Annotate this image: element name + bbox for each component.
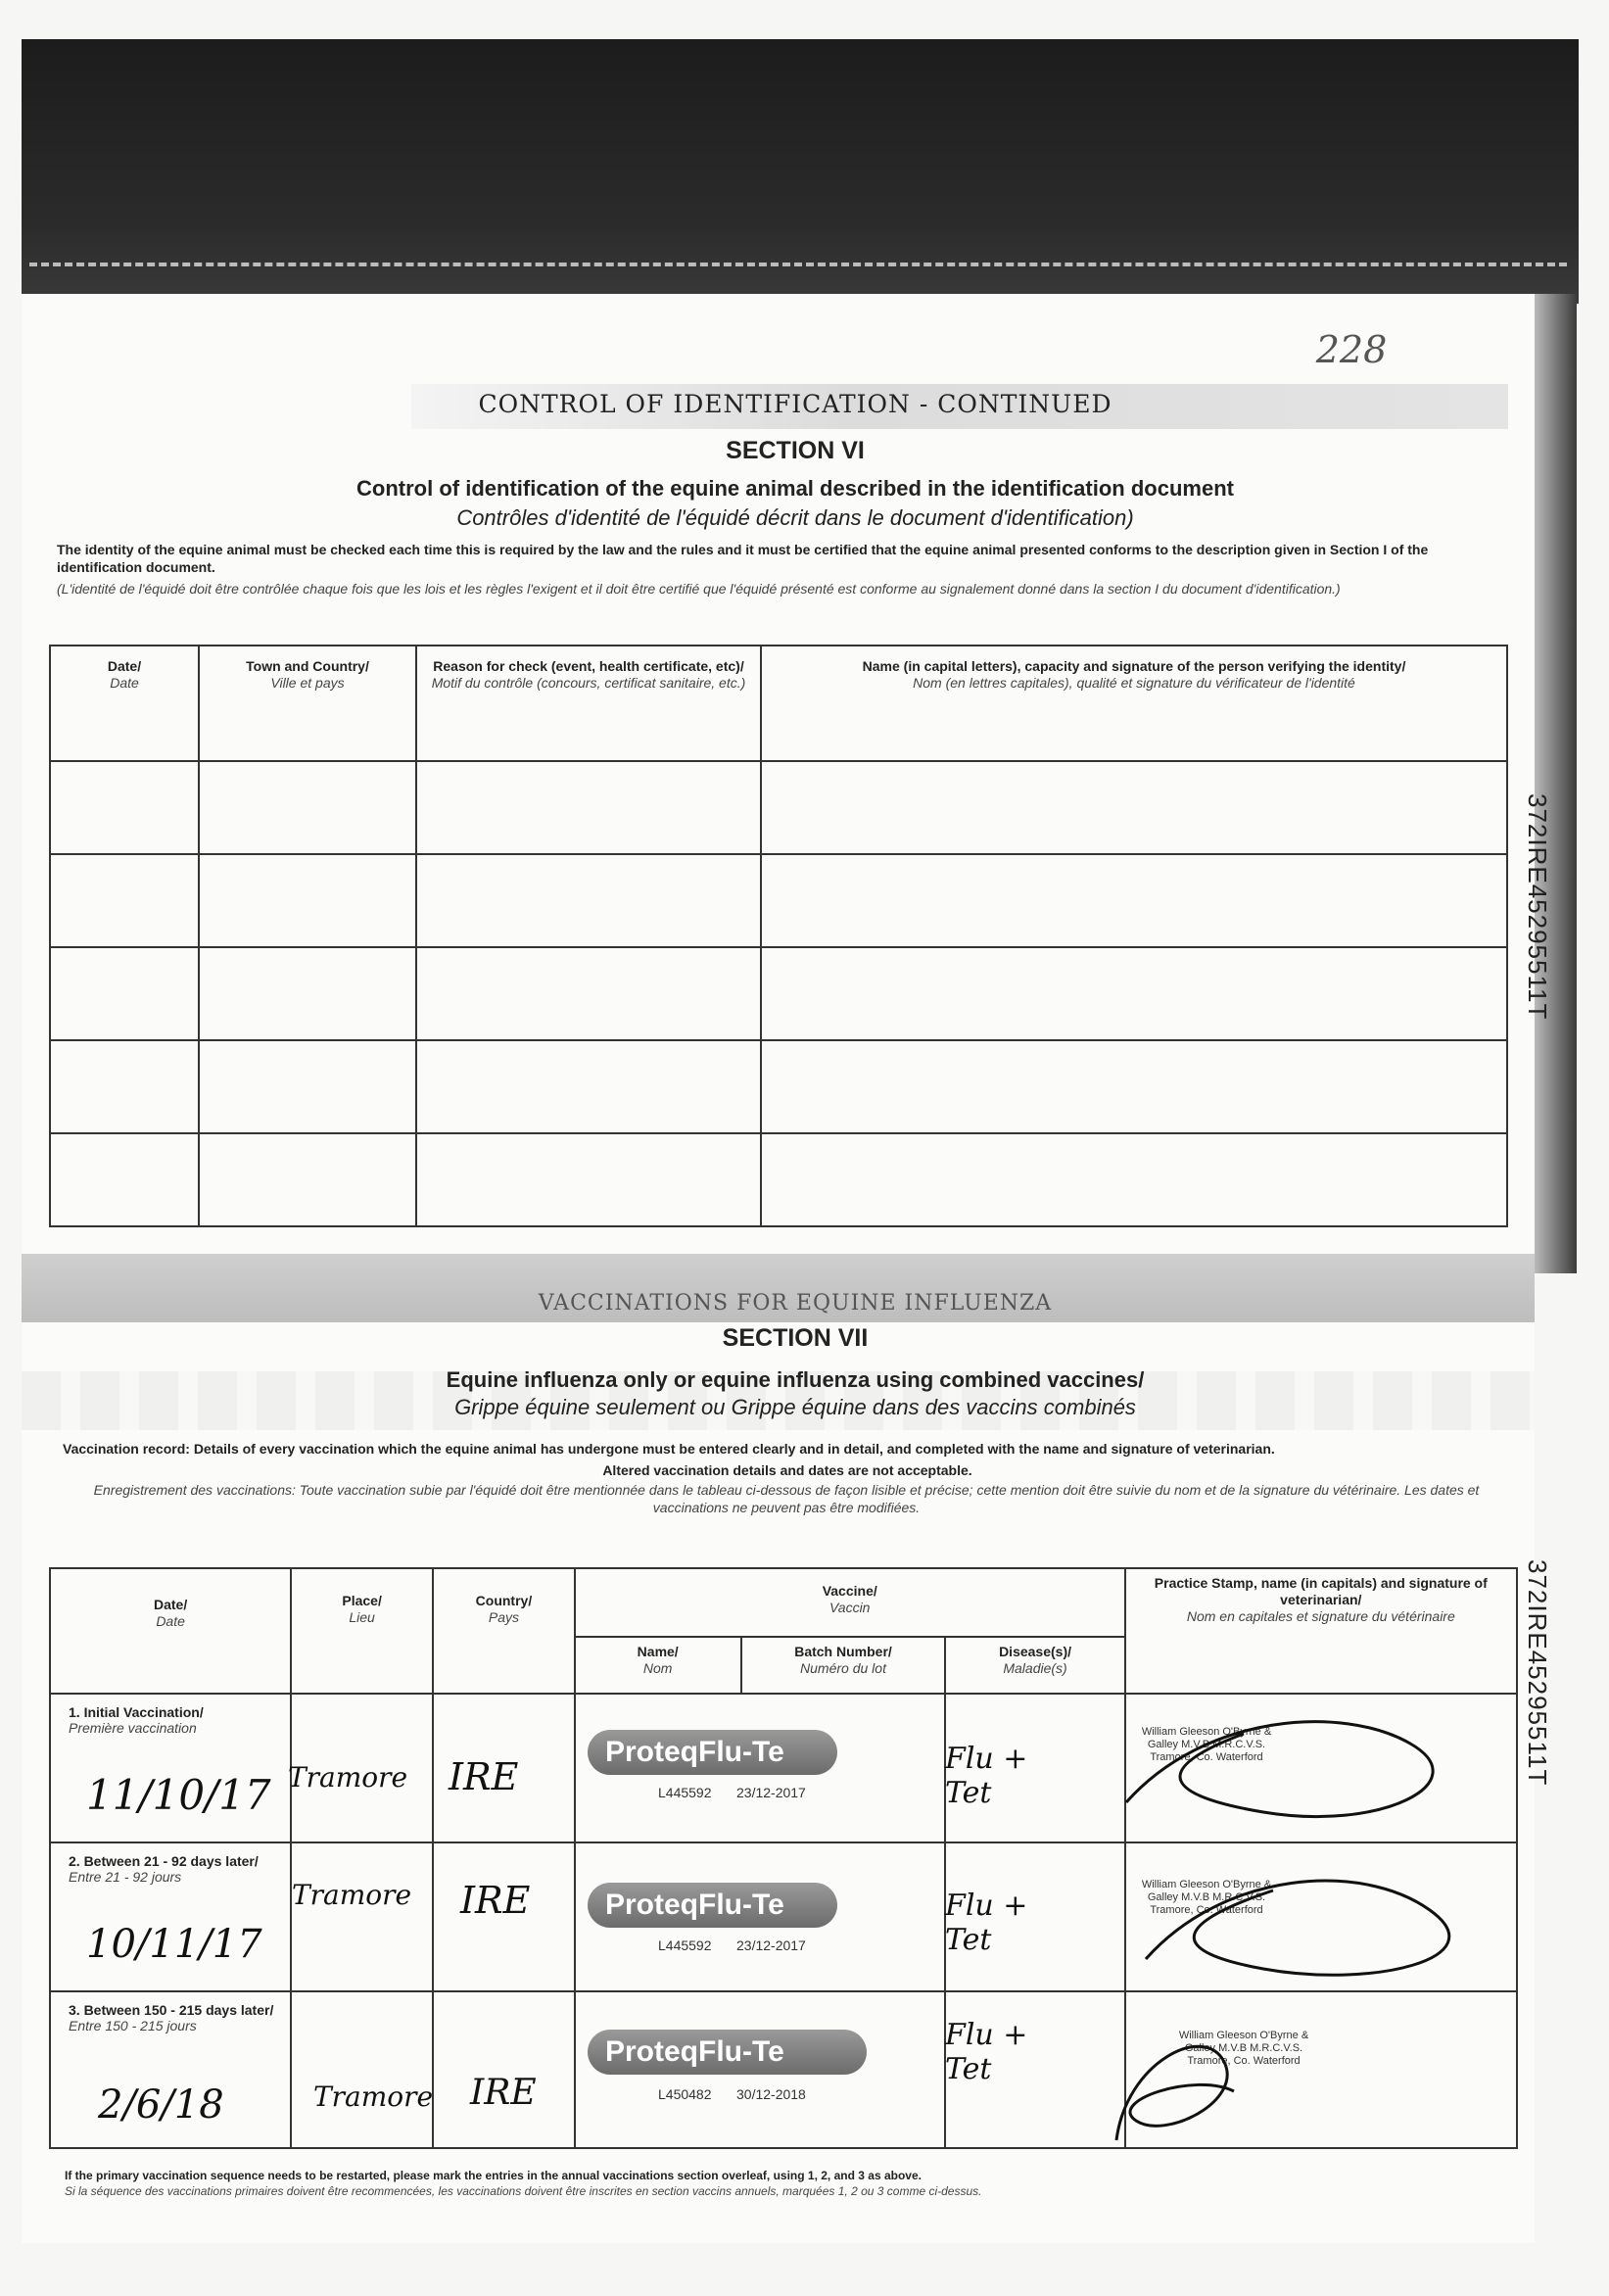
handwritten-page-number: 228 [1315,328,1388,371]
side-id-lower: 372IRE45295511T [1523,1559,1552,1787]
section7-note-en: Vaccination record: Details of every vaccination which the equine animal has undergone must be entered clearly and in detail, and completed with the name and signature of veterinarian. [63,1441,1275,1457]
row1-vet-stamp: William Gleeson O'Byrne & Galley M.V.B M.R.C.V.S. Tramore, Co. Waterford [1141,1726,1272,1763]
section6-band-title: CONTROL OF IDENTIFICATION - CONTINUED [478,390,1112,418]
row2-vet-stamp: William Gleeson O'Byrne & Galley M.V.B M.R.C.V.S. Tramore, Co. Waterford [1141,1879,1272,1916]
col-date: Date/ Date [50,646,199,761]
section7-note-en2: Altered vaccination details and dates are not acceptable. [602,1462,972,1478]
vacc-col-country: Country/ Pays [433,1568,575,1694]
vacc-header-row [50,1568,1517,1637]
cover-stitching [29,263,1567,266]
section7-note-fr: Enregistrement des vaccinations: Toute vaccination subie par l'équidé doit être mentionnée dans le tableau ci-dessous de façon lisible et précise; cette mention doit être suivie du nom et de la signature du vétérinaire. Les dates et vaccinations ne peuvent pas être modifiées. [93,1482,1480,1515]
section6-note-fr: (L'identité de l'équidé doit être contrôlée chaque fois que les lois et les règles l'exigent et il doit être certifié que l'équidé présenté est conforme au signalement donné dans la section I du document d'identification.) [57,581,1341,597]
row2-date: 10/11/17 [86,1922,262,1967]
row1-country: IRE [449,1755,519,1798]
row1-expiry: 23/12-2017 [736,1785,806,1800]
row2-vaccine-sticker: ProteqFlu-Te [588,1883,837,1928]
vacc-col-disease: Disease(s)/ Maladie(s) [945,1637,1124,1694]
row2-country: IRE [460,1879,531,1922]
footnote-fr: Si la séquence des vaccinations primaires doivent être recommencées, les vaccinations doivent être inscrites en section vaccins annuels, marquées 1, 2 ou 3 comme ci-dessus. [65,2184,982,2198]
row1-batch: L445592 [658,1785,712,1800]
row1-vaccine-sticker: ProteqFlu-Te [588,1730,837,1775]
vacc-row-1: 1. Initial Vaccination/ Première vaccination [50,1694,1517,1842]
row3-expiry: 30/12-2018 [736,2086,806,2102]
vacc-col-date: Date/ Date [50,1568,291,1694]
vacc-col-batch: Batch Number/ Numéro du lot [741,1637,946,1694]
row2-signature [1087,1851,1498,1998]
row1-date: 11/10/17 [86,1771,271,1819]
row3-place: Tramore [313,2081,434,2113]
footnote-en: If the primary vaccination sequence needs to be restarted, please mark the entries in the annual vaccinations section overleaf, using 1, 2, and 3 as above. [65,2169,922,2182]
vacc-row-3: 3. Between 150 - 215 days later/ Entre 150 - 215 jours [50,1991,1517,2148]
row2-disease: Flu + Tet [945,1889,1028,1957]
side-id-upper: 372IRE45295511T [1523,793,1552,1021]
row2-expiry: 23/12-2017 [736,1937,806,1953]
col-reason: Reason for check (event, health certificate, etc)/ Motif du contrôle (concours, certificat sanitaire, etc.) [416,646,761,761]
table-row [50,947,1507,1040]
section6-subtitle-en: Control of identification of the equine animal described in the identification document [356,476,1234,501]
vacc-col-name: Name/ Nom [575,1637,741,1694]
section6-note-en: The identity of the equine animal must be checked each time this is required by the law and the rules and it must be certified that the equine animal presented conforms to the description given in Section I of the identification document. [57,542,1429,575]
row2-place: Tramore [292,1879,412,1911]
row3-vaccine-sticker: ProteqFlu-Te [588,2030,867,2075]
section7-subtitle-fr: Grippe équine seulement ou Grippe équine dans des vaccins combinés [454,1395,1136,1419]
section7-heading: SECTION VII [722,1324,869,1352]
table-row [50,854,1507,947]
vacc-row-2: 2. Between 21 - 92 days later/ Entre 21 - 92 jours [50,1842,1517,1991]
vacc-col-place: Place/ Lieu [291,1568,433,1694]
row3-disease: Flu + Tet [945,2018,1028,2086]
section6-subtitle-fr: Contrôles d'identité de l'équidé décrit dans le document d'identification) [456,505,1134,530]
row3-date: 2/6/18 [98,2082,224,2128]
section7-band-title: VACCINATIONS FOR EQUINE INFLUENZA [538,1291,1053,1315]
table-row [50,1040,1507,1133]
table-row [50,761,1507,854]
row3-country: IRE [470,2073,537,2113]
row2-batch: L445592 [658,1937,712,1953]
row3-signature [1087,2003,1283,2160]
col-verifier: Name (in capital letters), capacity and signature of the person verifying the identity/ Nom (en lettres capitales), qualité et signature du vérificateur de l'identité [761,646,1507,761]
identification-check-table [49,645,1508,1227]
row1-disease: Flu + Tet [945,1742,1028,1810]
row1-signature [1087,1704,1498,1842]
vacc-col-stamp: Practice Stamp, name (in capitals) and signature of veterinarian/ Nom en capitales et signature du vétérinaire [1125,1568,1517,1694]
section6-heading: SECTION VI [726,437,865,464]
vacc-col-vaccine: Vaccine/ Vaccin [575,1568,1125,1637]
section7-subtitle-en: Equine influenza only or equine influenza using combined vaccines/ [446,1367,1145,1392]
row3-vet-stamp: William Gleeson O'Byrne & Galley M.V.B M.R.C.V.S. Tramore, Co. Waterford [1178,2030,1309,2067]
col-town-country: Town and Country/ Ville et pays [199,646,416,761]
row3-batch: L450482 [658,2086,712,2102]
table-header-row [50,646,1507,761]
table-row [50,1133,1507,1226]
row1-place: Tramore [288,1761,408,1794]
